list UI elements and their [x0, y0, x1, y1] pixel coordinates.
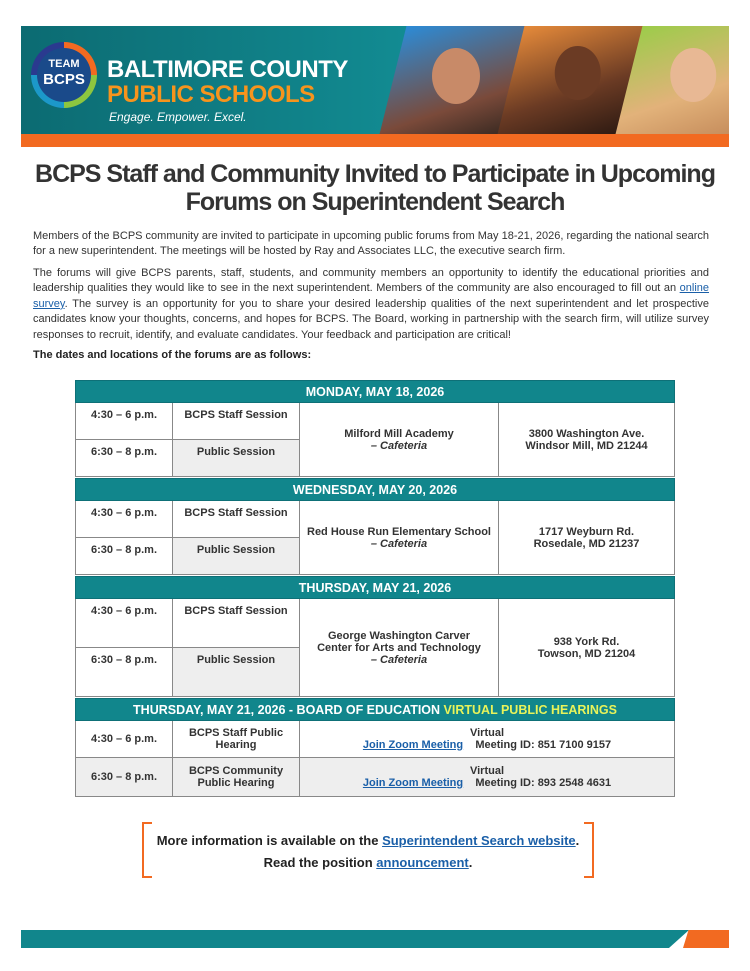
session-name: BCPS Staff Session: [173, 403, 300, 440]
address-line2: Windsor Mill, MD 21244: [525, 439, 648, 452]
superintendent-search-website-link[interactable]: Superintendent Search website: [382, 833, 576, 848]
position-announcement-line: [142, 855, 594, 870]
address-line1: 1717 Weyburn Rd.: [538, 525, 635, 538]
virtual-hearings-table: [75, 698, 675, 797]
meeting-mode: Virtual: [469, 727, 505, 739]
address-line2: Towson, MD 21204: [537, 647, 636, 660]
session-name-line2: Hearing: [215, 739, 257, 751]
logo-center: [37, 48, 91, 102]
session-time: 6:30 – 8 p.m.: [76, 758, 173, 797]
team-bcps-logo: [31, 42, 97, 108]
address-line2: Rosedale, MD 21237: [533, 537, 640, 550]
session-name: BCPS Staff Session: [173, 599, 300, 648]
footer-orange-bar: [683, 930, 729, 948]
session-time: 4:30 – 6 p.m.: [76, 599, 173, 648]
online-survey-link[interactable]: online survey: [33, 282, 709, 310]
meeting-id: Meeting ID: 851 7100 9157: [475, 739, 612, 751]
student-face: [555, 46, 601, 100]
join-zoom-link[interactable]: Join Zoom Meeting: [362, 739, 464, 751]
forums-paragraph: [33, 266, 709, 343]
forum-address: [499, 501, 675, 575]
session-time: 4:30 – 6 p.m.: [76, 501, 173, 538]
announcement-link[interactable]: announcement: [376, 855, 469, 870]
header-accent-bar: [21, 134, 729, 147]
forums-paragraph-text-cont: . The survey is an opportunity for you to share your desired leadership qualities of the next superintendent and let prospective candidates know your thoughts, concerns, and hopes for BCPS. The Board, working in partnership with the search firm, will utilize survey responses to recruit, identify, and evaluate candidates. Your feedback and participation are critical!: [33, 297, 709, 341]
header-banner: [21, 26, 729, 134]
location-name-line2: Center for Arts and Technology: [317, 641, 481, 654]
session-time: 4:30 – 6 p.m.: [76, 403, 173, 440]
virtual-date-text: THURSDAY, MAY 21, 2026 - BOARD OF EDUCATION: [133, 702, 444, 717]
announcement-text: Read the position: [263, 855, 377, 870]
logo-text-team: TEAM: [48, 58, 80, 70]
forum-date-header: WEDNESDAY, MAY 20, 2026: [76, 479, 675, 501]
more-info-callout: [142, 822, 594, 876]
session-time: 6:30 – 8 p.m.: [76, 538, 173, 575]
forums-paragraph-text: The forums will give BCPS parents, staff, students, and community members an opportunity to identify the educational priorities and leadership qualities they would like to see in the next superintendent. Members of the community are also encouraged to fill out an: [33, 267, 709, 295]
session-name: Public Session: [173, 538, 300, 575]
meeting-mode: Virtual: [469, 765, 505, 777]
forum-date-header: THURSDAY, MAY 21, 2026: [76, 577, 675, 599]
session-name: [173, 758, 300, 797]
page-title: BCPS Staff and Community Invited to Participate in Upcoming Forums on Superintendent Search: [35, 160, 715, 216]
address-line1: 938 York Rd.: [553, 635, 620, 648]
more-info-line: [142, 833, 594, 848]
meeting-details: [300, 739, 674, 751]
location-name: Red House Run Elementary School: [307, 525, 491, 538]
forum-location: [300, 501, 499, 575]
session-name: [173, 721, 300, 758]
more-info-text: More information is available on the: [156, 833, 383, 848]
forum-table-monday: [75, 380, 675, 477]
session-time: 6:30 – 8 p.m.: [76, 648, 173, 697]
forum-table-wednesday: [75, 478, 675, 575]
intro-paragraph: Members of the BCPS community are invited to participate in upcoming public forums from May 18-21, 2026, regarding the national search for a new superintendent. The meetings will be hosted by Ray and Associates LLC, the executive search firm.: [33, 230, 709, 258]
district-name-line1: BALTIMORE COUNTY: [107, 56, 348, 83]
forum-location: [300, 403, 499, 477]
dates-intro: The dates and locations of the forums are as follows:: [33, 349, 312, 361]
location-room: – Cafeteria: [370, 439, 428, 452]
session-name-line1: BCPS Community: [188, 765, 284, 777]
meeting-id: Meeting ID: 893 2548 4631: [475, 777, 612, 789]
session-name-line2: Public Hearing: [197, 777, 275, 789]
virtual-highlight: VIRTUAL PUBLIC HEARINGS: [443, 702, 617, 717]
forum-table-thursday: [75, 576, 675, 697]
footer-teal-bar: [21, 930, 689, 948]
student-face: [432, 48, 480, 104]
session-time: 4:30 – 6 p.m.: [76, 721, 173, 758]
location-room: – Cafeteria: [370, 653, 428, 666]
session-name-line1: BCPS Staff Public: [188, 727, 284, 739]
location-name: Milford Mill Academy: [344, 427, 454, 440]
meeting-details: [300, 777, 674, 789]
join-zoom-link[interactable]: Join Zoom Meeting: [362, 777, 464, 789]
session-time: 6:30 – 8 p.m.: [76, 440, 173, 477]
tagline: Engage. Empower. Excel.: [109, 110, 247, 124]
session-name: Public Session: [173, 440, 300, 477]
location-room: – Cafeteria: [370, 537, 428, 550]
forum-location: [300, 599, 499, 697]
district-name-line2: PUBLIC SCHOOLS: [107, 81, 315, 108]
virtual-meeting-info: [300, 758, 675, 797]
forum-address: [499, 403, 675, 477]
virtual-meeting-info: [300, 721, 675, 758]
virtual-date-header: [76, 699, 675, 721]
more-info-period: .: [575, 833, 580, 848]
address-line1: 3800 Washington Ave.: [528, 427, 645, 440]
location-name-line1: George Washington Carver: [327, 629, 470, 642]
forum-date-header: MONDAY, MAY 18, 2026: [76, 381, 675, 403]
student-face: [670, 48, 716, 102]
forum-address: [499, 599, 675, 697]
session-name: BCPS Staff Session: [173, 501, 300, 538]
session-name: Public Session: [173, 648, 300, 697]
logo-text-bcps: BCPS: [43, 71, 85, 88]
announcement-period: .: [468, 855, 473, 870]
